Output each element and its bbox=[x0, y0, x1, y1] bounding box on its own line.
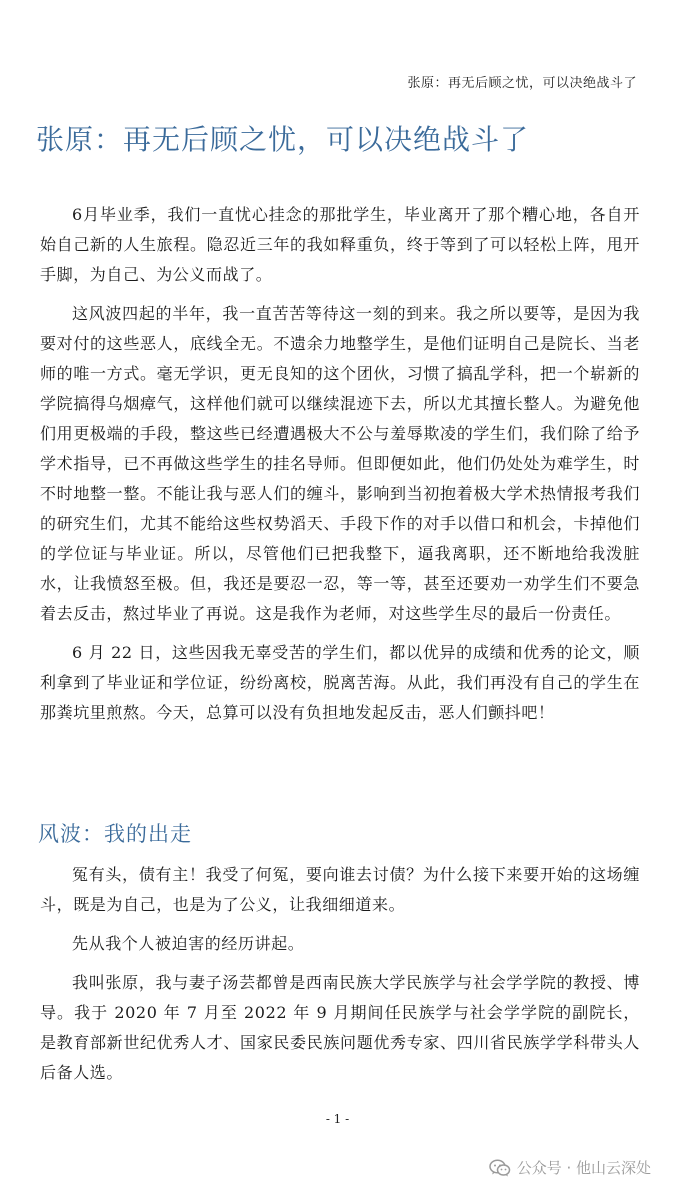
watermark-text: 公众号 · 他山云深处 bbox=[516, 1159, 651, 1177]
paragraph: 冤有头，债有主！我受了何冤，要向谁去讨债？为什么接下来要开始的这场缠斗，既是为自己，也是为了公义，让我细细道来。 bbox=[40, 865, 640, 914]
paragraph: 这风波四起的半年，我一直苦苦等待这一刻的到来。我之所以要等，是因为我要对付的这些恶人，底线全无。不遗余力地整学生，是他们证明自己是院长、当老师的唯一方式。毫无学识，更无良知的这个团伙，习惯了搞乱学科，把一个崭新的学院搞得乌烟瘴气，这样他们就可以继续混迹下去，所以尤其擅长整人。为避免他们用更极端的手段，整这些已经遭遇极大不公与羞辱欺凌的学生们，我们除了给予学术指导，已不再做这些学生的挂名导师。但即便如此，他们仍处处为难学生，时不时地整一整。不能让我与恶人们的缠斗，影响到当初抱着极大学术热情报考我们的研究生们，尤其不能给这些权势滔天、手段下作的对手以借口和机会，卡掉他们的学位证与毕业证。所以，尽管他们已把我整下，逼我离职，还不断地给我泼脏水，让我愤怒至极。但，我还是要忍一忍，等一等，甚至还要劝一劝学生们不要急着去反击，熬过毕业了再说。这是我作为老师，对这些学生尽的最后一份责任。 bbox=[40, 304, 640, 623]
paragraph: 6 月 22 日，这些因我无辜受苦的学生们，都以优异的成绩和优秀的论文，顺利拿到了毕业证和学位证，纷纷离校，脱离苦海。从此，我们再没有自己的学生在那粪坑里煎熬。今天，总算可以没有负担地发起反击，恶人们颤抖吧！ bbox=[40, 643, 640, 722]
page-number: - 1 - bbox=[325, 1112, 350, 1126]
paragraph: 先从我个人被迫害的经历讲起。 bbox=[72, 934, 305, 953]
watermark bbox=[489, 1157, 651, 1178]
wechat-icon bbox=[489, 1159, 511, 1177]
intro-section bbox=[40, 200, 640, 737]
paragraph: 6月毕业季，我们一直忧心挂念的那批学生，毕业离开了那个糟心地，各自开始自己新的人生旅程。隐忍近三年的我如释重负，终于等到了可以轻松上阵，甩开手脚，为自己、为公义而战了。 bbox=[40, 205, 640, 284]
running-header: 张原：再无后顾之忧，可以决绝战斗了 bbox=[407, 76, 637, 91]
section-heading: 风波：我的出走 bbox=[38, 822, 192, 846]
page-title: 张原：再无后顾之忧，可以决绝战斗了 bbox=[36, 123, 530, 156]
paragraph: 我叫张原，我与妻子汤芸都曾是西南民族大学民族学与社会学学院的教授、博导。我于 2020 年 7 月至 2022 年 9 月期间任民族学与社会学学院的副院长，是教育部新世纪优秀人才、国家民委民族问题优秀专家、四川省民族学学科带头人后备人选。 bbox=[40, 973, 640, 1082]
departure-section bbox=[40, 860, 640, 1097]
